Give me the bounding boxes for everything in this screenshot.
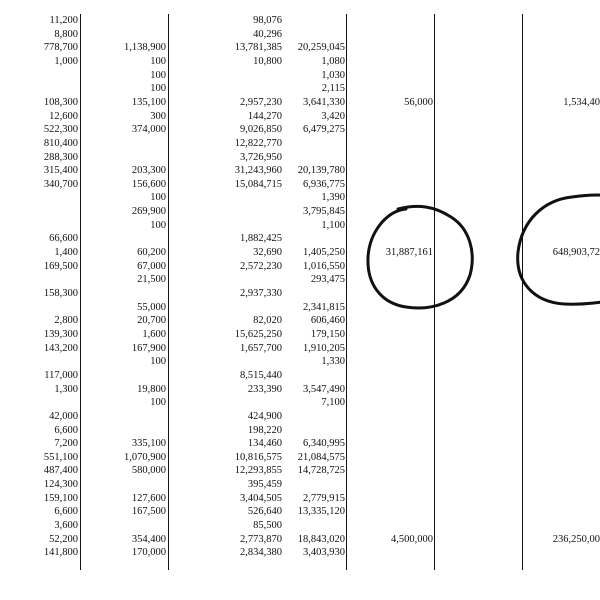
table-cell: 2,834,380 bbox=[240, 547, 282, 559]
table-cell: 1,300 bbox=[54, 383, 78, 395]
table-cell: 1,030 bbox=[321, 69, 345, 81]
table-cell: 1,910,205 bbox=[303, 342, 345, 354]
table-cell: 1,390 bbox=[321, 192, 345, 204]
table-cell: 354,400 bbox=[131, 533, 166, 545]
table-cell: 21,084,575 bbox=[297, 451, 345, 463]
table-cell: 198,220 bbox=[247, 424, 282, 436]
table-cell: 1,070,900 bbox=[124, 451, 166, 463]
table-cell: 170,000 bbox=[131, 547, 166, 559]
table-cell: 31,887,161 bbox=[385, 247, 433, 259]
table-cell: 236,250,00 bbox=[552, 533, 600, 545]
table-cell: 100 bbox=[150, 219, 166, 231]
table-cell: 2,957,230 bbox=[240, 96, 282, 108]
table-cell: 300 bbox=[150, 110, 166, 122]
table-cell: 424,900 bbox=[247, 410, 282, 422]
table-cell: 3,641,330 bbox=[303, 96, 345, 108]
table-cell: 6,479,275 bbox=[303, 124, 345, 136]
table-cell: 1,100 bbox=[321, 219, 345, 231]
table-cell: 1,016,550 bbox=[303, 260, 345, 272]
table-cell: 1,400 bbox=[54, 247, 78, 259]
column-divider-3 bbox=[346, 14, 347, 570]
table-cell: 2,773,870 bbox=[240, 533, 282, 545]
table-cell: 9,026,850 bbox=[240, 124, 282, 136]
table-cell: 100 bbox=[150, 397, 166, 409]
table-cell: 179,150 bbox=[310, 328, 345, 340]
table-cell: 13,335,120 bbox=[297, 506, 345, 518]
table-cell: 18,843,020 bbox=[297, 533, 345, 545]
table-cell: 1,657,700 bbox=[240, 342, 282, 354]
table-cell: 13,781,385 bbox=[234, 42, 282, 54]
table-cell: 3,795,845 bbox=[303, 206, 345, 218]
table-cell: 14,728,725 bbox=[297, 465, 345, 477]
table-cell: 12,600 bbox=[49, 110, 78, 122]
table-cell: 340,700 bbox=[43, 178, 78, 190]
table-cell: 3,404,505 bbox=[240, 492, 282, 504]
table-cell: 159,100 bbox=[43, 492, 78, 504]
table-cell: 6,600 bbox=[54, 506, 78, 518]
table-cell: 7,100 bbox=[321, 397, 345, 409]
table-cell: 10,816,575 bbox=[234, 451, 282, 463]
table-cell: 487,400 bbox=[43, 465, 78, 477]
table-cell: 169,500 bbox=[43, 260, 78, 272]
table-cell: 2,937,330 bbox=[240, 288, 282, 299]
table-cell: 3,726,950 bbox=[240, 151, 282, 163]
table-cell: 6,936,775 bbox=[303, 178, 345, 190]
table-cell: 20,700 bbox=[137, 315, 166, 327]
table-cell: 12,822,770 bbox=[234, 137, 282, 149]
table-cell: 15,625,250 bbox=[234, 328, 282, 340]
table-cell: 134,460 bbox=[247, 438, 282, 450]
table-cell: 11,200 bbox=[49, 15, 78, 26]
table-cell: 82,020 bbox=[253, 315, 282, 327]
table-cell: 10,800 bbox=[253, 55, 282, 67]
table-cell: 12,293,855 bbox=[234, 465, 282, 477]
table-cell: 778,700 bbox=[43, 42, 78, 54]
table-cell: 56,000 bbox=[404, 96, 433, 108]
table-cell: 1,080 bbox=[321, 55, 345, 67]
table-cell: 2,779,915 bbox=[303, 492, 345, 504]
table-cell: 20,259,045 bbox=[297, 42, 345, 54]
table-cell: 288,300 bbox=[43, 151, 78, 163]
table-cell: 2,572,230 bbox=[240, 260, 282, 272]
table-cell: 66,600 bbox=[49, 233, 78, 245]
table-cell: 269,900 bbox=[131, 206, 166, 218]
table-cell: 139,300 bbox=[43, 328, 78, 340]
table-cell: 7,200 bbox=[54, 438, 78, 450]
table-cell: 32,690 bbox=[253, 247, 282, 259]
table-cell: 100 bbox=[150, 55, 166, 67]
table-cell: 141,800 bbox=[43, 547, 78, 559]
table-cell: 1,534,40 bbox=[563, 96, 600, 108]
table-cell: 127,600 bbox=[131, 492, 166, 504]
column-divider-1 bbox=[80, 14, 81, 570]
table-cell: 108,300 bbox=[43, 96, 78, 108]
table-cell: 1,138,900 bbox=[124, 42, 166, 54]
table-cell: 55,000 bbox=[137, 301, 166, 313]
table-cell: 85,500 bbox=[253, 520, 282, 532]
table-cell: 117,000 bbox=[44, 369, 78, 381]
table-cell: 3,403,930 bbox=[303, 547, 345, 559]
table-cell: 3,420 bbox=[321, 110, 345, 122]
table-cell: 100 bbox=[150, 69, 166, 81]
table-cell: 4,500,000 bbox=[391, 533, 433, 545]
table-cell: 156,600 bbox=[131, 178, 166, 190]
table-cell: 15,084,715 bbox=[234, 178, 282, 190]
table-cell: 810,400 bbox=[43, 137, 78, 149]
table-cell: 1,882,425 bbox=[240, 233, 282, 245]
table-cell: 1,330 bbox=[321, 356, 345, 368]
table-cell: 522,300 bbox=[43, 124, 78, 136]
table-cell: 395,459 bbox=[247, 479, 282, 491]
table-cell: 124,300 bbox=[43, 479, 78, 491]
table-cell: 143,200 bbox=[43, 342, 78, 354]
table-cell: 3,600 bbox=[54, 520, 78, 532]
table-cell: 8,515,440 bbox=[240, 369, 282, 381]
table-cell: 21,500 bbox=[137, 274, 166, 286]
table-cell: 67,000 bbox=[137, 260, 166, 272]
column-divider-2 bbox=[168, 14, 169, 570]
table-cell: 2,341,815 bbox=[303, 301, 345, 313]
table-cell: 6,340,995 bbox=[303, 438, 345, 450]
table-cell: 551,100 bbox=[43, 451, 78, 463]
table-cell: 158,300 bbox=[43, 288, 78, 299]
table-cell: 526,640 bbox=[247, 506, 282, 518]
table-cell: 144,270 bbox=[247, 110, 282, 122]
table-cell: 1,000 bbox=[54, 55, 78, 67]
table-cell: 2,800 bbox=[54, 315, 78, 327]
table-cell: 40,296 bbox=[253, 28, 282, 40]
table-cell: 648,903,72 bbox=[552, 247, 600, 259]
table-cell: 167,500 bbox=[131, 506, 166, 518]
table-cell: 19,800 bbox=[137, 383, 166, 395]
table-cell: 98,076 bbox=[253, 15, 282, 26]
table-cell: 6,600 bbox=[54, 424, 78, 436]
table-cell: 1,600 bbox=[142, 328, 166, 340]
table-cell: 293,475 bbox=[310, 274, 345, 286]
table-cell: 606,460 bbox=[310, 315, 345, 327]
table-cell: 42,000 bbox=[49, 410, 78, 422]
table-cell: 315,400 bbox=[43, 165, 78, 177]
table-cell: 100 bbox=[150, 83, 166, 95]
table-cell: 60,200 bbox=[137, 247, 166, 259]
table-cell: 233,390 bbox=[247, 383, 282, 395]
table-cell: 52,200 bbox=[49, 533, 78, 545]
table-cell: 100 bbox=[150, 192, 166, 204]
table-cell: 580,000 bbox=[131, 465, 166, 477]
table-cell: 100 bbox=[150, 356, 166, 368]
table-cell: 135,100 bbox=[131, 96, 166, 108]
table-cell: 167,900 bbox=[131, 342, 166, 354]
table-cell: 203,300 bbox=[131, 165, 166, 177]
table-cell: 20,139,780 bbox=[297, 165, 345, 177]
table-cell: 335,100 bbox=[131, 438, 166, 450]
table-cell: 31,243,960 bbox=[234, 165, 282, 177]
table-cell: 1,405,250 bbox=[303, 247, 345, 259]
table-cell: 374,000 bbox=[131, 124, 166, 136]
table-cell: 3,547,490 bbox=[303, 383, 345, 395]
table-cell: 2,115 bbox=[321, 83, 345, 95]
table-cell: 8,800 bbox=[54, 28, 78, 40]
